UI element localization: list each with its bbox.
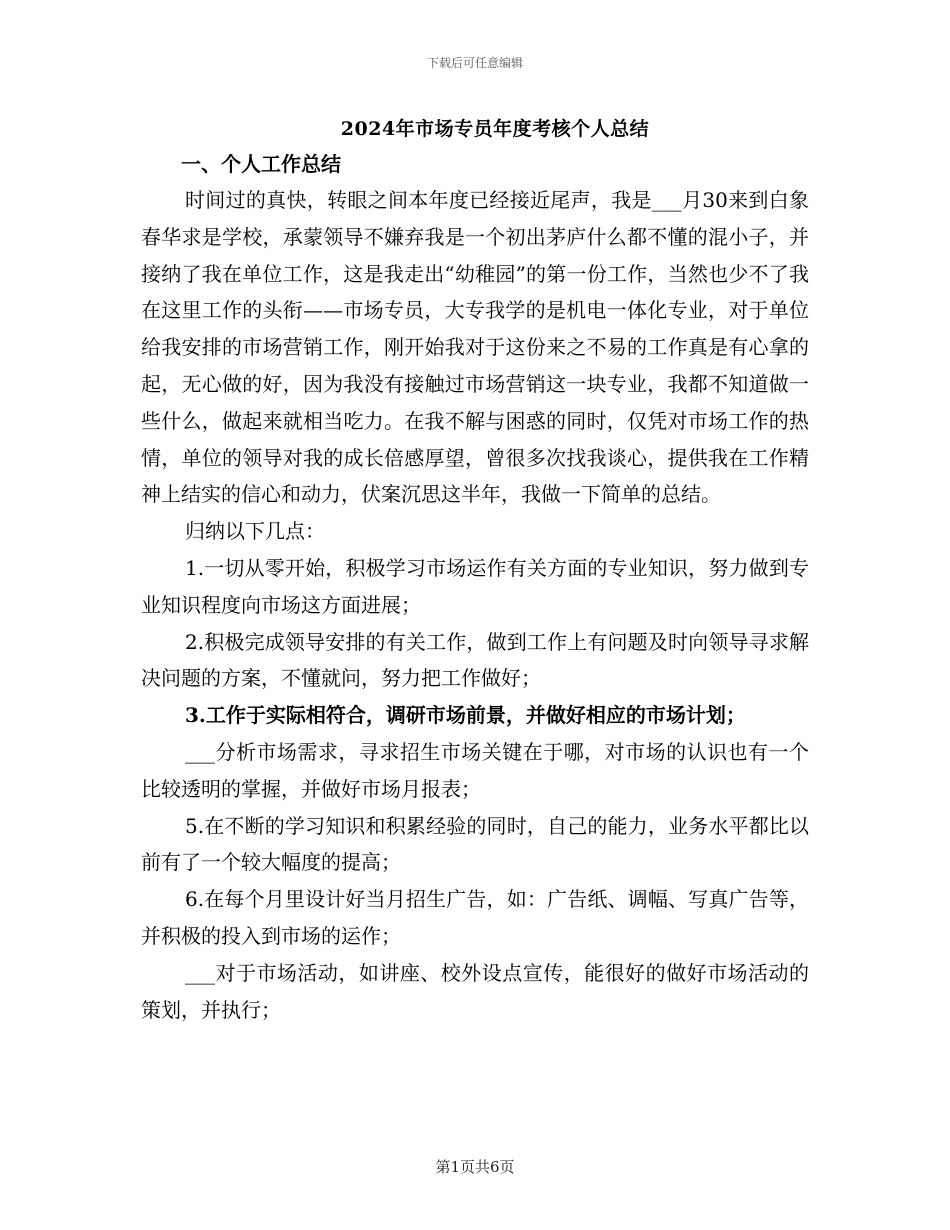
list-item-4: ___分析市场需求，寻求招生市场关键在于哪，对市场的认识也有一个比较透明的掌握，并做好市场月报表； bbox=[141, 739, 809, 801]
list-item-1: 1.一切从零开始，积极学习市场运作有关方面的专业知识，努力做到专业知识程度向市场这方面进展； bbox=[141, 555, 809, 617]
list-item-6: 6.在每个月里设计好当月招生广告，如：广告纸、调幅、写真广告等，并积极的投入到市场的运作； bbox=[141, 887, 809, 948]
document-title: 2024年市场专员年度考核个人总结 bbox=[340, 118, 650, 140]
page-footer: 第1页共6页 bbox=[435, 1158, 515, 1176]
section-heading: 一、个人工作总结 bbox=[181, 152, 341, 176]
header-note: 下载后可任意编辑 bbox=[426, 56, 523, 70]
document-body bbox=[141, 146, 809, 1028]
list-item-2: 2.积极完成领导安排的有关工作，做到工作上有问题及时向领导寻求解决问题的方案，不懂就问，努力把工作做好； bbox=[141, 629, 809, 691]
list-item-7: ___对于市场活动，如讲座、校外设点宣传，能很好的做好市场活动的策划，并执行； bbox=[141, 960, 809, 1022]
list-item-3: 3.工作于实际相符合，调研市场前景，并做好相应的市场计划； bbox=[185, 703, 746, 728]
paragraph-intro: 时间过的真快，转眼之间本年度已经接近尾声，我是___月30来到白象春华求是学校，承蒙领导不嫌弃我是一个初出茅庐什么都不懂的混小子，并接纳了我在单位工作，这是我走出“幼稚园”的第一份工作，当然也少不了我在这里工作的头衔——市场专员，大专我学的是机电一体化专业，对于单位给我安排的市场营销工作，刚开始我对于这份来之不易的工作真是有心拿的起，无心做的好，因为我没有接触过市场营销这一块专业，我都不知道做一些什么，做起来就相当吃力。在我不解与困惑的同时，仅凭对市场工作的热情，单位的领导对我的成长倍感厚望，曾很多次找我谈心，提供我在工作精神上结实的信心和动力，伏案沉思这半年，我做一下简单的总结。 bbox=[141, 188, 809, 507]
list-item-5: 5.在不断的学习知识和积累经验的同时，自己的能力，业务水平都比以前有了一个较大幅度的提高； bbox=[141, 813, 809, 875]
paragraph-summary-lead: 归纳以下几点： bbox=[185, 519, 325, 544]
